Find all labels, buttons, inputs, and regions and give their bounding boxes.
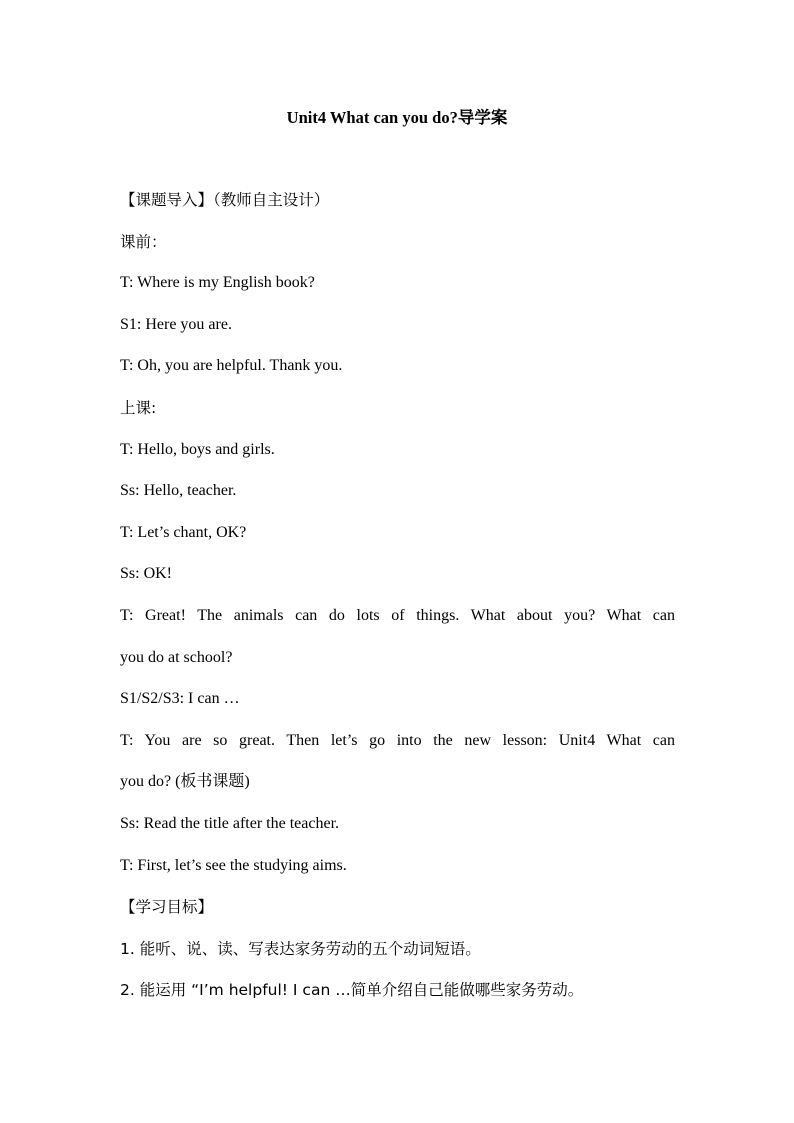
dialogue-line: you do at school?	[120, 648, 233, 666]
dialogue-line: T: Where is my English book?	[120, 274, 315, 292]
objective-item: 2. 能运用 “I’m helpful! I can …简单介绍自己能做哪些家务劳动。	[120, 981, 584, 1000]
dialogue-line: T: Let’s chant, OK?	[120, 523, 247, 541]
dialogue-line: T: Oh, you are helpful. Thank you.	[120, 357, 343, 375]
dialogue-line: S1/S2/S3: I can …	[120, 690, 240, 708]
dialogue-line: you do? (板书课题)	[120, 773, 250, 791]
dialogue-line: T: You are so great. Then let’s go into the new lesson: Unit4 What can	[120, 731, 675, 749]
label-before-class: 课前：	[120, 232, 167, 251]
document-title: Unit4 What can you do?导学案	[286, 108, 508, 127]
objective-item: 1. 能听、说、读、写表达家务劳动的五个动词短语。	[120, 939, 481, 958]
document-body	[120, 188, 675, 1020]
dialogue-line: Ss: Read the title after the teacher.	[120, 814, 340, 832]
section-heading-learning-objectives: 【学习目标】	[120, 898, 214, 917]
dialogue-line: Ss: OK!	[120, 565, 173, 583]
label-in-class: 上课:	[120, 398, 157, 417]
dialogue-line: S1: Here you are.	[120, 315, 232, 333]
dialogue-line: Ss: Hello, teacher.	[120, 482, 237, 500]
dialogue-line: T: First, let’s see the studying aims.	[120, 856, 347, 874]
dialogue-line: T: Hello, boys and girls.	[120, 440, 275, 458]
dialogue-line: T: Great! The animals can do lots of things. What about you? What can	[120, 606, 675, 624]
section-heading-lesson-intro: 【课题导入】（教师自主设计）	[120, 191, 330, 209]
